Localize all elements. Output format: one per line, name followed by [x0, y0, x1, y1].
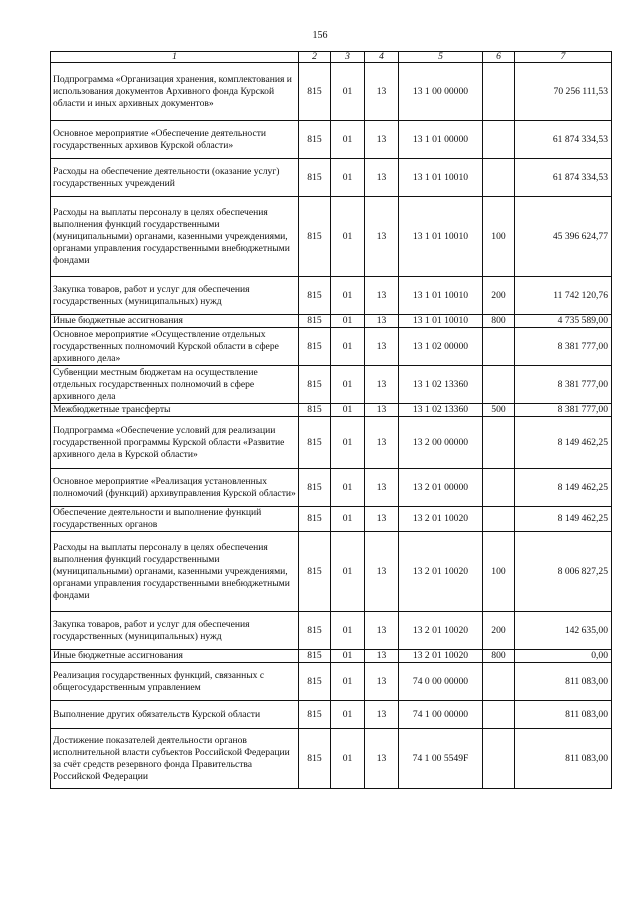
col-4-cell: 13: [365, 159, 399, 197]
col-5-cell: 13 1 02 00000: [399, 328, 483, 366]
col-4-cell: 13: [365, 197, 399, 277]
col-6-cell: [483, 729, 515, 789]
row-name: Расходы на выплаты персоналу в целях обеспечения выполнения функций государственными (муниципальными) органами, казенными учреждениями, органами управления государственными внебюджетными фондами: [51, 532, 299, 612]
col-4-cell: 13: [365, 532, 399, 612]
table-row: [51, 532, 612, 612]
col-3-cell: 01: [331, 663, 365, 701]
col-2-cell: 815: [299, 63, 331, 121]
table-row: [51, 277, 612, 315]
row-name: Иные бюджетные ассигнования: [51, 650, 299, 663]
col-6-cell: [483, 328, 515, 366]
row-name: Подпрограмма «Обеспечение условий для реализации государственной программы Курской области «Развитие архивного дела в Курской области»: [51, 417, 299, 469]
page-number: 156: [312, 30, 328, 41]
col-3-cell: 01: [331, 63, 365, 121]
col-5-cell: 13 1 01 10010: [399, 315, 483, 328]
col-7-amount: 811 083,00: [515, 701, 612, 729]
col-2-cell: 815: [299, 469, 331, 507]
row-name: Достижение показателей деятельности органов исполнительной власти субъектов Российской Федерации за счёт средств резервного фонда Правительства Российской Федерации: [51, 729, 299, 789]
table-row: [51, 650, 612, 663]
col-3-cell: 01: [331, 159, 365, 197]
table-row: [51, 197, 612, 277]
col-7-amount: 61 874 334,53: [515, 121, 612, 159]
table-row: [51, 507, 612, 532]
row-name: Реализация государственных функций, связанных с общегосударственным управлением: [51, 663, 299, 701]
col-5-cell: 13 1 02 13360: [399, 404, 483, 417]
table-row: [51, 729, 612, 789]
col-6-cell: [483, 366, 515, 404]
col-4-cell: 13: [365, 121, 399, 159]
col-4-cell: 13: [365, 612, 399, 650]
col-3-cell: 01: [331, 650, 365, 663]
col-5-cell: 13 1 02 13360: [399, 366, 483, 404]
col-7-amount: 4 735 589,00: [515, 315, 612, 328]
col-6-cell: 100: [483, 197, 515, 277]
col-3-cell: 01: [331, 417, 365, 469]
col-3-cell: 01: [331, 729, 365, 789]
col-4-cell: 13: [365, 63, 399, 121]
row-name: Закупка товаров, работ и услуг для обеспечения государственных (муниципальных) нужд: [51, 277, 299, 315]
header-cell: 5: [399, 52, 483, 63]
col-6-cell: 800: [483, 650, 515, 663]
col-6-cell: [483, 663, 515, 701]
table-row: [51, 417, 612, 469]
header-row: [51, 52, 612, 63]
table-row: [51, 366, 612, 404]
col-3-cell: 01: [331, 197, 365, 277]
col-2-cell: 815: [299, 663, 331, 701]
header-cell: 4: [365, 52, 399, 63]
col-3-cell: 01: [331, 612, 365, 650]
col-2-cell: 815: [299, 197, 331, 277]
col-2-cell: 815: [299, 729, 331, 789]
col-2-cell: 815: [299, 404, 331, 417]
col-6-cell: [483, 469, 515, 507]
table-row: [51, 404, 612, 417]
budget-table: [50, 51, 612, 789]
col-2-cell: 815: [299, 366, 331, 404]
col-2-cell: 815: [299, 650, 331, 663]
col-4-cell: 13: [365, 417, 399, 469]
row-name: Закупка товаров, работ и услуг для обеспечения государственных (муниципальных) нужд: [51, 612, 299, 650]
col-5-cell: 13 1 00 00000: [399, 63, 483, 121]
col-7-amount: 8 381 777,00: [515, 404, 612, 417]
header-cell: 1: [51, 52, 299, 63]
col-2-cell: 815: [299, 277, 331, 315]
col-6-cell: 100: [483, 532, 515, 612]
col-5-cell: 13 2 01 00000: [399, 469, 483, 507]
col-4-cell: 13: [365, 469, 399, 507]
col-7-amount: 11 742 120,76: [515, 277, 612, 315]
col-6-cell: [483, 63, 515, 121]
table-row: [51, 663, 612, 701]
col-3-cell: 01: [331, 366, 365, 404]
table-row: [51, 121, 612, 159]
col-5-cell: 13 2 01 10020: [399, 650, 483, 663]
col-6-cell: 800: [483, 315, 515, 328]
header-cell: 3: [331, 52, 365, 63]
row-name: Расходы на выплаты персоналу в целях обеспечения выполнения функций государственными (муниципальными) органами, казенными учреждениями, органами управления государственными внебюджетными фондами: [51, 197, 299, 277]
col-2-cell: 815: [299, 701, 331, 729]
row-name: Подпрограмма «Организация хранения, комплектования и использования документов Архивного фонда Курской области и иных архивных документов»: [51, 63, 299, 121]
row-name: Выполнение других обязательств Курской области: [51, 701, 299, 729]
table-row: [51, 701, 612, 729]
col-3-cell: 01: [331, 277, 365, 315]
col-5-cell: 13 1 01 00000: [399, 121, 483, 159]
col-2-cell: 815: [299, 159, 331, 197]
col-5-cell: 13 1 01 10010: [399, 277, 483, 315]
header-cell: 2: [299, 52, 331, 63]
col-5-cell: 13 2 01 10020: [399, 507, 483, 532]
col-5-cell: 13 1 01 10010: [399, 197, 483, 277]
col-5-cell: 13 2 01 10020: [399, 612, 483, 650]
col-6-cell: 200: [483, 277, 515, 315]
col-7-amount: 8 149 462,25: [515, 417, 612, 469]
table-row: [51, 612, 612, 650]
table-row: [51, 469, 612, 507]
col-3-cell: 01: [331, 328, 365, 366]
header-cell: 7: [515, 52, 612, 63]
col-3-cell: 01: [331, 121, 365, 159]
table-row: [51, 159, 612, 197]
col-3-cell: 01: [331, 701, 365, 729]
col-7-amount: 45 396 624,77: [515, 197, 612, 277]
col-5-cell: 13 2 01 10020: [399, 532, 483, 612]
col-3-cell: 01: [331, 507, 365, 532]
col-2-cell: 815: [299, 315, 331, 328]
col-4-cell: 13: [365, 366, 399, 404]
row-name: Расходы на обеспечение деятельности (оказание услуг) государственных учреждений: [51, 159, 299, 197]
col-6-cell: 500: [483, 404, 515, 417]
col-7-amount: 61 874 334,53: [515, 159, 612, 197]
header-cell: 6: [483, 52, 515, 63]
row-name: Субвенции местным бюджетам на осуществление отдельных государственных полномочий в сфере архивного дела: [51, 366, 299, 404]
col-2-cell: 815: [299, 121, 331, 159]
col-6-cell: 200: [483, 612, 515, 650]
col-5-cell: 74 0 00 00000: [399, 663, 483, 701]
col-3-cell: 01: [331, 315, 365, 328]
col-7-amount: 8 006 827,25: [515, 532, 612, 612]
col-7-amount: 142 635,00: [515, 612, 612, 650]
table-row: [51, 63, 612, 121]
col-7-amount: 8 149 462,25: [515, 469, 612, 507]
col-4-cell: 13: [365, 729, 399, 789]
col-3-cell: 01: [331, 404, 365, 417]
col-4-cell: 13: [365, 663, 399, 701]
row-name: Основное мероприятие «Реализация установленных полномочий (функций) архивуправления Курской области»: [51, 469, 299, 507]
col-5-cell: 13 2 00 00000: [399, 417, 483, 469]
col-4-cell: 13: [365, 328, 399, 366]
col-5-cell: 74 1 00 00000: [399, 701, 483, 729]
col-6-cell: [483, 121, 515, 159]
row-name: Иные бюджетные ассигнования: [51, 315, 299, 328]
row-name: Обеспечение деятельности и выполнение функций государственных органов: [51, 507, 299, 532]
col-7-amount: 8 381 777,00: [515, 328, 612, 366]
col-7-amount: 811 083,00: [515, 663, 612, 701]
table-row: [51, 315, 612, 328]
col-3-cell: 01: [331, 469, 365, 507]
col-4-cell: 13: [365, 701, 399, 729]
col-7-amount: 8 381 777,00: [515, 366, 612, 404]
col-7-amount: 811 083,00: [515, 729, 612, 789]
col-4-cell: 13: [365, 650, 399, 663]
col-6-cell: [483, 701, 515, 729]
col-7-amount: 8 149 462,25: [515, 507, 612, 532]
row-name: Межбюджетные трансферты: [51, 404, 299, 417]
col-4-cell: 13: [365, 277, 399, 315]
col-4-cell: 13: [365, 315, 399, 328]
col-2-cell: 815: [299, 612, 331, 650]
col-3-cell: 01: [331, 532, 365, 612]
col-6-cell: [483, 159, 515, 197]
row-name: Основное мероприятие «Осуществление отдельных государственных полномочий Курской области в сфере архивного дела»: [51, 328, 299, 366]
col-5-cell: 13 1 01 10010: [399, 159, 483, 197]
col-2-cell: 815: [299, 532, 331, 612]
col-4-cell: 13: [365, 404, 399, 417]
col-2-cell: 815: [299, 328, 331, 366]
col-7-amount: 0,00: [515, 650, 612, 663]
col-4-cell: 13: [365, 507, 399, 532]
col-2-cell: 815: [299, 507, 331, 532]
col-6-cell: [483, 417, 515, 469]
col-2-cell: 815: [299, 417, 331, 469]
table-row: [51, 328, 612, 366]
col-6-cell: [483, 507, 515, 532]
col-7-amount: 70 256 111,53: [515, 63, 612, 121]
col-5-cell: 74 1 00 5549F: [399, 729, 483, 789]
row-name: Основное мероприятие «Обеспечение деятельности государственных архивов Курской области»: [51, 121, 299, 159]
